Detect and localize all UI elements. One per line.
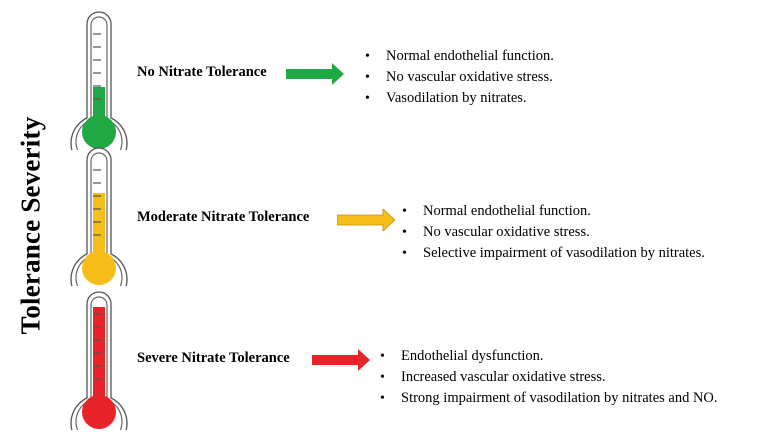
bullet-list-moderate: [401, 201, 705, 264]
arrow-right-icon-red: [312, 349, 370, 371]
list-item: • Endothelial dysfunction.: [379, 346, 718, 367]
arrow-right-icon-yellow: [337, 209, 395, 231]
thermometer-icon-red: [68, 290, 130, 430]
thermometer-icon-green: [68, 10, 130, 150]
bullet-list-none: [364, 46, 554, 109]
level-label-moderate: Moderate Nitrate Tolerance: [137, 209, 310, 225]
level-label-none: No Nitrate Tolerance: [137, 64, 267, 80]
list-item: • Selective impairment of vasodilation by nitrates.: [401, 243, 705, 264]
bullet-list-severe: [379, 346, 718, 409]
list-item: • Normal endothelial function.: [401, 201, 705, 222]
list-item: • Increased vascular oxidative stress.: [379, 367, 718, 388]
level-label-severe: Severe Nitrate Tolerance: [137, 350, 290, 366]
list-item: • Strong impairment of vasodilation by nitrates and NO.: [379, 388, 718, 409]
thermometer-icon-yellow: [68, 146, 130, 286]
list-item: • Vasodilation by nitrates.: [364, 88, 554, 109]
axis-title-text: Tolerance Severity: [15, 116, 46, 334]
list-item: • No vascular oxidative stress.: [364, 67, 554, 88]
list-item: • No vascular oxidative stress.: [401, 222, 705, 243]
list-item: • Normal endothelial function.: [364, 46, 554, 67]
axis-title: [2, 110, 60, 340]
arrow-right-icon-green: [286, 63, 344, 85]
